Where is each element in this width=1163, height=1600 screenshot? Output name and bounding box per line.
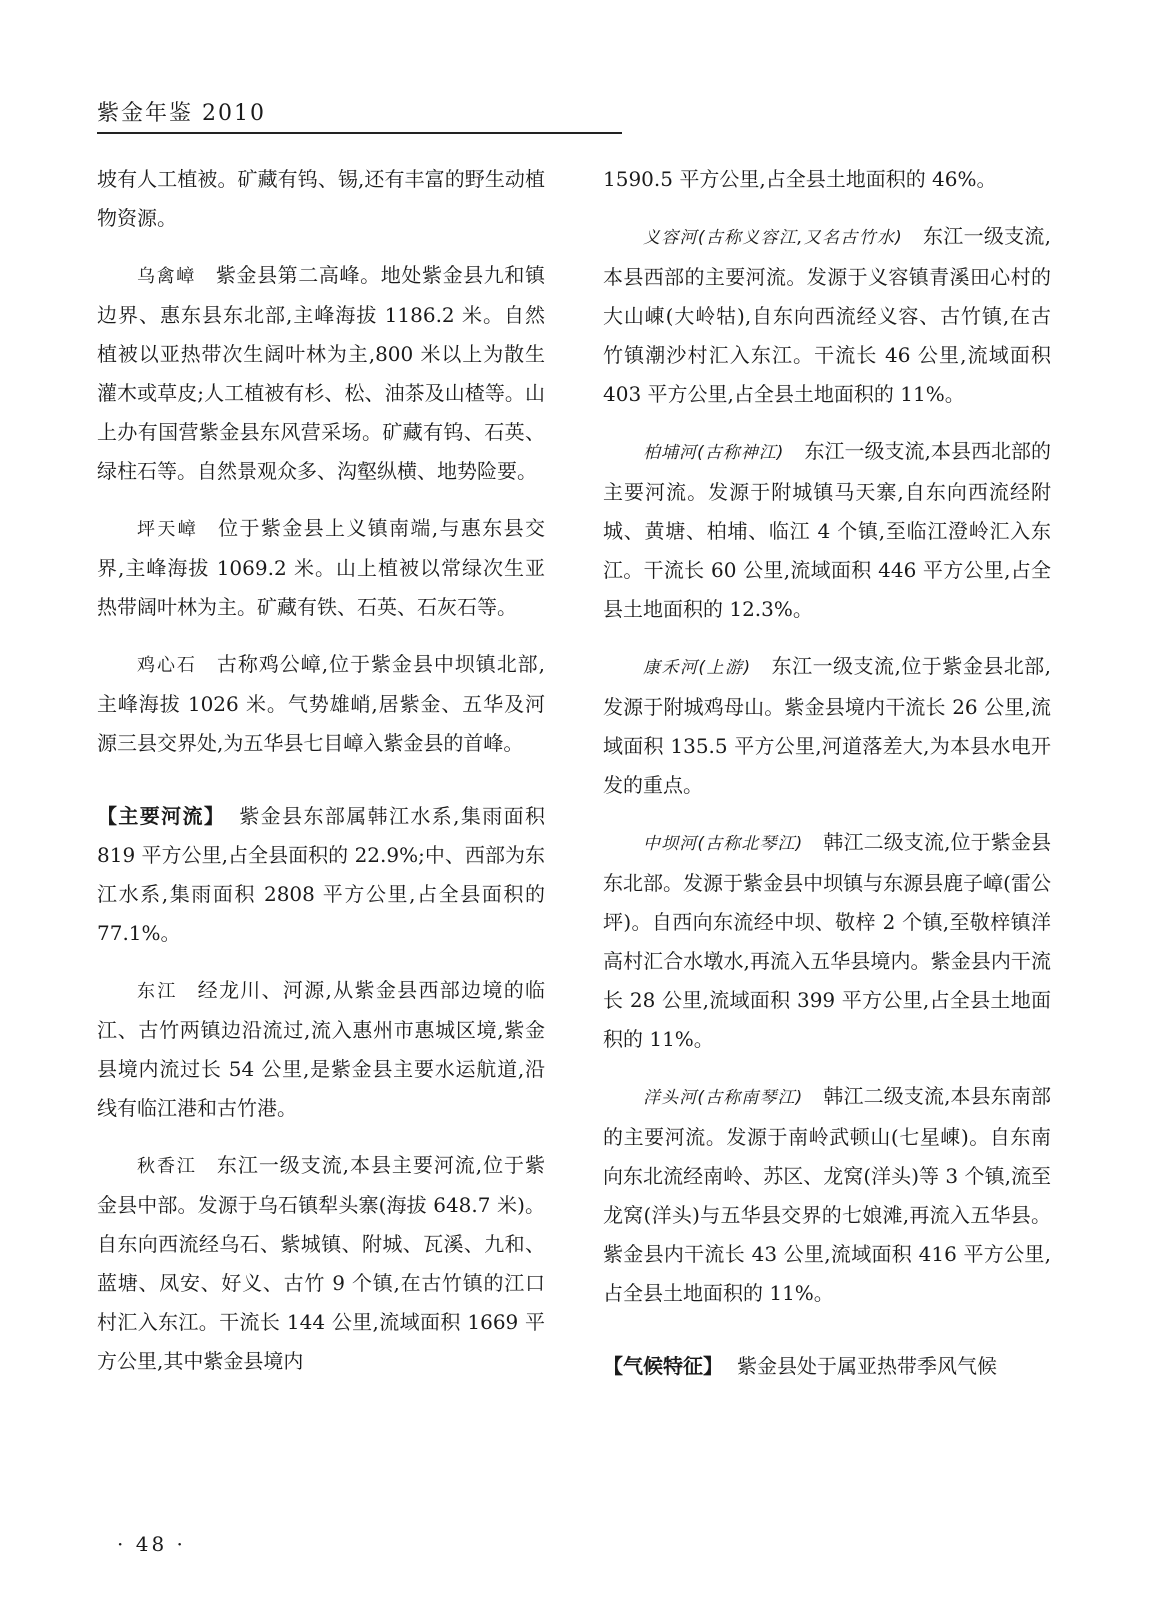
page-number: · 48 · [117,1532,186,1556]
entry-jixinshi: 鸡心石 古称鸡公嶂,位于紫金县中坝镇北部,主峰海拔 1026 米。气势雄峭,居紫金、五华及河源三县交界处,为五华县七目嶂入紫金县的首峰。 [97,652,545,755]
paragraph: 坡有人工植被。矿藏有钨、锡,还有丰富的野生动植物资源。 [97,167,545,230]
entry-yangtouhe: 洋头河(古称南琴江) 韩江二级支流,本县东南部的主要河流。发源于南岭武顿山(七星崠)。自东南向东北流经南岭、苏区、龙窝(洋头)等 3 个镇,流至龙窝(洋头)与五华县交界的七娘滩,再流入五华县。紫金县内干流长 43 公里,流域面积 416 平方公里,占全县土地面积的 11%。 [603,1084,1052,1305]
entry-term: 康禾河(上游) [643,658,752,678]
entry-term: 洋头河(古称南琴江) [643,1088,804,1108]
entry-term: 乌禽嶂 [137,266,196,287]
entry-term: 柏埔河(古称神江) [643,443,785,463]
entry-term: 义容河(古称义容江,又名古竹水) [643,228,903,248]
entry-baibuhe: 柏埔河(古称神江) 东江一级支流,本县西北部的主要河流。发源于附城镇马天寨,自东向西流经附城、黄塘、柏埔、临江 4 个镇,至临江澄岭汇入东江。干流长 60 公里,流域面积 446 平方公里,占全县土地面积的 12.3%。 [603,439,1052,621]
entry-term: 秋香江 [137,1156,197,1177]
section-rivers: 【主要河流】 紫金县东部属韩江水系,集雨面积 819 平方公里,占全县面积的 22.9%;中、西部为东江水系,集雨面积 2808 平方公里,占全县面积的 77.1%。 [97,804,546,945]
entry-term: 坪天嶂 [137,519,199,540]
entry-pingtianzhang: 坪天嶂 位于紫金县上义镇南端,与惠东县交界,主峰海拔 1069.2 米。山上植被以常绿次生亚热带阔叶林为主。矿藏有铁、石英、石灰石等。 [97,516,546,619]
entry-yironghe: 义容河(古称义容江,又名古竹水) 东江一级支流,本县西部的主要河流。发源于义容镇青溪田心村的大山崠(大岭牯),自东向西流经义容、古竹镇,在古竹镇潮沙村汇入东江。干流长 46 公里,流域面积 403 平方公里,占全县土地面积的 11%。 [603,224,1052,406]
section-climate: 【气候特征】 紫金县处于属亚热带季风气候 [603,1354,997,1378]
entry-qiuxiangjiang: 秋香江 东江一级支流,本县主要河流,位于紫金县中部。发源于乌石镇犁头寨(海拔 648.7 米)。自东向西流经乌石、紫城镇、附城、瓦溪、九和、蓝塘、凤安、好义、古竹 9 个镇,在古竹镇的江口村汇入东江。干流长 144 公里,流域面积 1669 平方公里,其中紫金县境内 [97,1153,545,1373]
entry-term: 中坝河(古称北琴江) [643,834,804,854]
entry-wuqinzhang: 乌禽嶂 紫金县第二高峰。地处紫金县九和镇边界、惠东县东北部,主峰海拔 1186.2 米。自然植被以亚热带次生阔叶林为主,800 米以上为散生灌木或草皮;人工植被有杉、松、油茶及山楂等。山上办有国营紫金县东风营采场。矿藏有钨、石英、绿柱石等。自然景观众多、沟壑纵横、地势险要。 [97,263,546,483]
right-column [603,160,1051,1404]
running-header: 紫金年鉴 2010 [97,101,266,126]
entry-zhongbahe: 中坝河(古称北琴江) 韩江二级支流,位于紫金县东北部。发源于紫金县中坝镇与东源县鹿子嶂(雷公坪)。自西向东流经中坝、敬梓 2 个镇,至敬梓镇洋高村汇合水墩水,再流入五华县境内。紫金县内干流长 28 公里,流域面积 399 平方公里,占全县土地面积的 11%。 [603,830,1052,1051]
entry-kanghehe: 康禾河(上游) 东江一级支流,位于紫金县北部,发源于附城鸡母山。紫金县境内干流长 26 公里,流域面积 135.5 平方公里,河道落差大,为本县水电开发的重点。 [603,654,1052,797]
entry-dongjiang: 东江 经龙川、河源,从紫金县西部边境的临江、古竹两镇边沿流过,流入惠州市惠城区境,紫金县境内流过长 54 公里,是紫金县主要水运航道,沿线有临江港和古竹港。 [97,978,546,1120]
section-heading: 【气候特征】 [603,1354,723,1378]
paragraph: 1590.5 平方公里,占全县土地面积的 46%。 [603,167,997,191]
left-column [97,160,545,1399]
header-rule [97,132,622,134]
section-heading: 【主要河流】 [97,804,226,828]
entry-term: 鸡心石 [137,655,197,676]
entry-term: 东江 [137,981,178,1002]
